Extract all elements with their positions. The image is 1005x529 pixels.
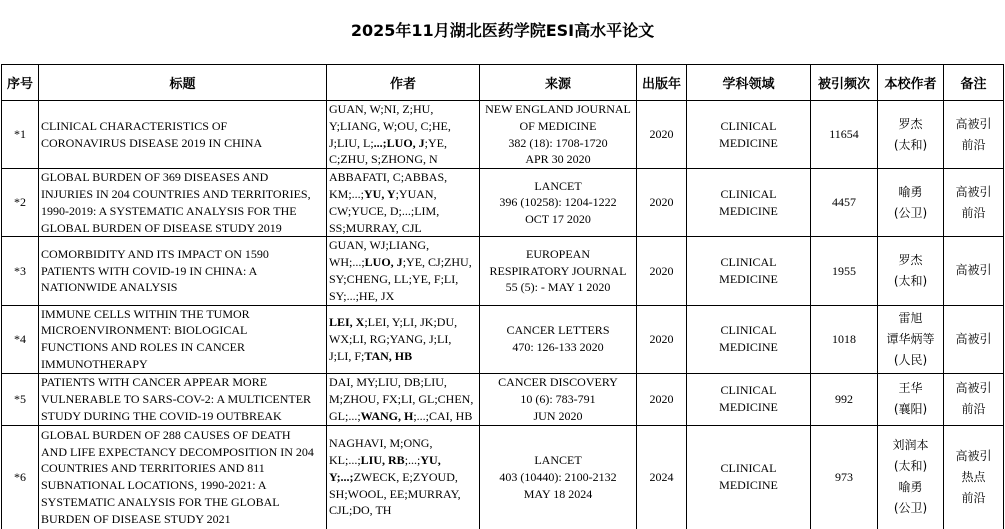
title-line: NATIONWIDE ANALYSIS — [41, 280, 178, 295]
header-title: 标题 — [39, 65, 327, 101]
remarks-cell — [944, 373, 1004, 425]
field-line: MEDICINE — [719, 203, 778, 218]
author-text: GUAN, W;NI, Z;HU, — [329, 102, 434, 116]
author-text: M;ZHOU, FX;LI, GL;CHEN, — [329, 391, 474, 406]
remark-line: 前沿 — [961, 490, 986, 505]
authors-cell — [327, 237, 480, 305]
field-cell — [687, 425, 811, 529]
seq-cell — [2, 169, 39, 237]
school-author-line: (公卫) — [893, 501, 928, 516]
year-cell — [637, 169, 687, 237]
source-line: 10 (6): 783-791 — [520, 391, 596, 406]
title-line: SYSTEMATIC ANALYSIS FOR THE GLOBAL — [41, 495, 280, 510]
school-author-line: 雷旭 — [898, 310, 923, 325]
title-line: FUNCTIONS AND ROLES IN CANCER — [41, 340, 246, 355]
school-author-line: (人民) — [893, 352, 928, 367]
header-year: 出版年 — [637, 65, 687, 101]
author-text: C;ZHU, S;ZHONG, N — [329, 152, 438, 167]
source-line: CANCER LETTERS — [506, 323, 610, 338]
source-line: JUN 2020 — [533, 408, 583, 423]
source-cell — [480, 425, 637, 529]
title-line: COMORBIDITY AND ITS IMPACT ON 1590 — [41, 246, 269, 261]
author-text: CJL;DO, TH — [329, 503, 392, 518]
author-text: J;LIU, L; — [329, 135, 374, 150]
school-author-highlight: LIU, RB — [360, 453, 405, 468]
year-text: 2020 — [649, 263, 674, 278]
authors-cell — [327, 305, 480, 373]
school-author-line: 罗杰 — [898, 116, 923, 131]
school-author-highlight: LEI, X — [329, 314, 365, 329]
field-cell — [687, 237, 811, 305]
remark-line: 前沿 — [961, 205, 986, 220]
school-author-highlight: TAN, HB — [364, 348, 413, 363]
year-cell — [637, 305, 687, 373]
seq-cell — [2, 305, 39, 373]
title-cell — [39, 305, 327, 373]
source-line: 403 (10440): 2100-2132 — [499, 469, 617, 484]
remark-line: 高被引 — [955, 331, 992, 346]
title-cell — [39, 101, 327, 169]
school-authors-cell — [878, 169, 944, 237]
remarks-cell — [944, 425, 1004, 529]
year-cell — [637, 425, 687, 529]
header-source: 来源 — [480, 65, 637, 101]
author-text: ;...;CAI, HB — [413, 408, 473, 423]
author-text: WX;LI, RG;YANG, J;LI, — [329, 331, 452, 346]
source-line: OCT 17 2020 — [525, 212, 591, 227]
school-authors-cell — [878, 425, 944, 529]
source-line: NEW ENGLAND JOURNAL — [485, 102, 631, 116]
school-author-highlight: YU, — [420, 453, 441, 468]
title-cell — [39, 425, 327, 529]
school-author-line: 刘润本 — [892, 438, 929, 453]
remark-line: 高被引 — [955, 448, 992, 463]
author-text: ;LEI, Y;LI, JK;DU, — [364, 314, 458, 329]
field-line: MEDICINE — [719, 271, 778, 286]
title-line: GLOBAL BURDEN OF 369 DISEASES AND — [41, 170, 269, 185]
field-cell — [687, 169, 811, 237]
school-author-highlight: ...;LUO, J — [373, 135, 425, 150]
school-author-line: 喻勇 — [898, 480, 923, 495]
school-author-highlight: LUO, J — [364, 255, 403, 270]
remark-line: 高被引 — [955, 184, 992, 199]
source-cell — [480, 101, 637, 169]
school-author-highlight: WANG, H — [360, 408, 414, 423]
table-row — [2, 425, 1004, 529]
school-author-line: (公卫) — [893, 205, 928, 220]
header-cites: 被引频次 — [811, 65, 878, 101]
author-text: DAI, MY;LIU, DB;LIU, — [329, 375, 447, 390]
source-line: LANCET — [534, 453, 582, 468]
title-line: 1990-2019: A SYSTEMATIC ANALYSIS FOR THE — [41, 203, 297, 218]
school-author-line: 罗杰 — [898, 252, 923, 267]
source-line: MAY 18 2024 — [523, 486, 593, 501]
field-line: CLINICAL — [720, 118, 777, 133]
author-text: SS;MURRAY, CJL — [329, 220, 422, 235]
cites-cell — [811, 101, 878, 169]
cites-text: 973 — [835, 469, 853, 484]
title-line: INJURIES IN 204 COUNTRIES AND TERRITORIES, — [41, 186, 311, 201]
seq-text: *2 — [14, 195, 26, 210]
table-body — [2, 101, 1004, 529]
cites-cell — [811, 169, 878, 237]
seq-text: *6 — [14, 469, 26, 484]
authors-cell — [327, 101, 480, 169]
source-line: 396 (10258): 1204-1222 — [499, 195, 617, 210]
title-cell — [39, 237, 327, 305]
source-line: EUROPEAN — [525, 246, 590, 261]
source-line: 55 (5): - MAY 1 2020 — [505, 280, 611, 295]
table-row — [2, 305, 1004, 373]
remark-line: 高被引 — [955, 116, 992, 131]
author-text: GUAN, WJ;LIANG, — [329, 238, 430, 253]
source-line: APR 30 2020 — [525, 152, 591, 167]
remark-line: 前沿 — [961, 137, 986, 152]
header-field: 学科领域 — [687, 65, 811, 101]
remarks-cell — [944, 237, 1004, 305]
field-line: MEDICINE — [719, 400, 778, 415]
author-text: SY;CHENG, LL;YE, F;LI, — [329, 271, 459, 286]
title-line: VULNERABLE TO SARS-COV-2: A MULTICENTER — [41, 391, 312, 406]
school-authors-cell — [878, 237, 944, 305]
year-text: 2020 — [649, 195, 674, 210]
title-line: GLOBAL BURDEN OF 288 CAUSES OF DEATH — [41, 427, 291, 442]
author-text: KL;...; — [329, 453, 361, 468]
header-school-authors: 本校作者 — [878, 65, 944, 101]
school-authors-cell — [878, 373, 944, 425]
header-seq: 序号 — [2, 65, 39, 101]
year-text: 2020 — [649, 391, 674, 406]
title-line: PATIENTS WITH COVID-19 IN CHINA: A — [41, 263, 258, 278]
author-text: ;YE, CJ;ZHU, — [402, 255, 472, 270]
field-line: CLINICAL — [720, 255, 777, 270]
source-cell — [480, 237, 637, 305]
field-line: MEDICINE — [719, 135, 778, 150]
title-line: IMMUNE CELLS WITHIN THE TUMOR — [41, 306, 250, 321]
field-cell — [687, 373, 811, 425]
source-line: RESPIRATORY JOURNAL — [489, 263, 627, 278]
school-author-line: (太和) — [893, 459, 928, 474]
cites-cell — [811, 373, 878, 425]
school-author-highlight: Y;...; — [329, 469, 354, 484]
title-line: PATIENTS WITH CANCER APPEAR MORE — [41, 375, 268, 390]
remark-line: 热点 — [961, 469, 986, 484]
cites-text: 1955 — [832, 263, 856, 278]
year-text: 2024 — [649, 469, 674, 484]
year-cell — [637, 101, 687, 169]
author-text: ZWECK, E;ZYOUD, — [353, 469, 458, 484]
remarks-cell — [944, 305, 1004, 373]
author-text: SY;...;HE, JX — [329, 288, 395, 303]
cites-cell — [811, 237, 878, 305]
seq-text: *5 — [14, 391, 26, 406]
school-author-line: 王华 — [898, 381, 923, 396]
author-text: KM;...; — [329, 186, 365, 201]
seq-text: *1 — [14, 127, 26, 142]
field-line: MEDICINE — [719, 478, 778, 493]
field-line: CLINICAL — [720, 383, 777, 398]
title-line: CLINICAL CHARACTERISTICS OF — [41, 118, 228, 133]
cites-text: 4457 — [832, 195, 856, 210]
school-author-line: (太和) — [893, 137, 928, 152]
title-line: GLOBAL BURDEN OF DISEASE STUDY 2019 — [41, 220, 282, 235]
remarks-cell — [944, 169, 1004, 237]
table-header-row — [2, 65, 1004, 101]
cites-text: 992 — [835, 391, 853, 406]
header-authors: 作者 — [327, 65, 480, 101]
title-cell — [39, 373, 327, 425]
source-line: CANCER DISCOVERY — [498, 375, 618, 390]
source-line: OF MEDICINE — [519, 118, 597, 133]
papers-table — [1, 64, 1004, 529]
source-cell — [480, 169, 637, 237]
remarks-cell — [944, 101, 1004, 169]
table-row — [2, 169, 1004, 237]
title-line: STUDY DURING THE COVID-19 OUTBREAK — [41, 408, 282, 423]
cites-cell — [811, 305, 878, 373]
authors-cell — [327, 425, 480, 529]
title-line: IMMUNOTHERAPY — [41, 356, 148, 371]
school-author-line: (襄阳) — [893, 402, 928, 417]
seq-cell — [2, 425, 39, 529]
title-line: AND LIFE EXPECTANCY DECOMPOSITION IN 204 — [41, 444, 314, 459]
table-row — [2, 237, 1004, 305]
field-cell — [687, 101, 811, 169]
remark-line: 高被引 — [955, 263, 992, 278]
cites-text: 11654 — [829, 127, 859, 142]
author-text: ;...; — [404, 453, 421, 468]
authors-cell — [327, 373, 480, 425]
author-text: J;LI, F; — [329, 348, 365, 363]
page-title: 2025年11月湖北医药学院ESI高水平论文 — [350, 21, 655, 40]
school-authors-cell — [878, 305, 944, 373]
title-cell — [39, 169, 327, 237]
remark-line: 高被引 — [955, 381, 992, 396]
seq-cell — [2, 373, 39, 425]
title-line: BURDEN OF DISEASE STUDY 2021 — [41, 511, 231, 526]
field-line: CLINICAL — [720, 323, 777, 338]
author-text: WH;...; — [329, 255, 365, 270]
title-line: COUNTRIES AND TERRITORIES AND 811 — [41, 461, 265, 476]
remark-line: 前沿 — [961, 402, 986, 417]
source-cell — [480, 373, 637, 425]
seq-text: *4 — [14, 331, 26, 346]
school-author-line: 喻勇 — [898, 184, 923, 199]
year-text: 2020 — [649, 331, 674, 346]
source-line: 470: 126-133 2020 — [512, 340, 604, 355]
field-line: CLINICAL — [720, 186, 777, 201]
field-line: MEDICINE — [719, 340, 778, 355]
cites-text: 1018 — [832, 331, 856, 346]
author-text: CW;YUCE, D;...;LIM, — [329, 203, 440, 218]
school-authors-cell — [878, 101, 944, 169]
author-text: SH;WOOL, EE;MURRAY, — [329, 486, 461, 501]
year-cell — [637, 373, 687, 425]
author-text: ABBAFATI, C;ABBAS, — [329, 170, 448, 185]
field-cell — [687, 305, 811, 373]
field-line: CLINICAL — [720, 461, 777, 476]
seq-cell — [2, 237, 39, 305]
seq-text: *3 — [14, 263, 26, 278]
author-text: Y;LIANG, W;OU, C;HE, — [329, 118, 451, 133]
author-text: ;YUAN, — [395, 186, 437, 201]
title-line: MICROENVIRONMENT: BIOLOGICAL — [41, 323, 248, 338]
author-text: ;YE, — [424, 135, 448, 150]
header-remarks: 备注 — [944, 65, 1004, 101]
year-text: 2020 — [649, 127, 674, 142]
table-row — [2, 373, 1004, 425]
school-author-line: 谭华炳等 — [886, 331, 935, 346]
source-cell — [480, 305, 637, 373]
seq-cell — [2, 101, 39, 169]
authors-cell — [327, 169, 480, 237]
source-line: LANCET — [534, 178, 582, 193]
table-row — [2, 101, 1004, 169]
source-line: 382 (18): 1708-1720 — [508, 135, 608, 150]
cites-cell — [811, 425, 878, 529]
year-cell — [637, 237, 687, 305]
author-text: GL;...; — [329, 408, 361, 423]
author-text: NAGHAVI, M;ONG, — [329, 436, 433, 451]
school-author-line: (太和) — [893, 273, 928, 288]
school-author-highlight: YU, Y — [364, 186, 396, 201]
title-line: CORONAVIRUS DISEASE 2019 IN CHINA — [41, 135, 263, 150]
title-line: SUBNATIONAL LOCATIONS, 1990-2021: A — [41, 478, 267, 493]
